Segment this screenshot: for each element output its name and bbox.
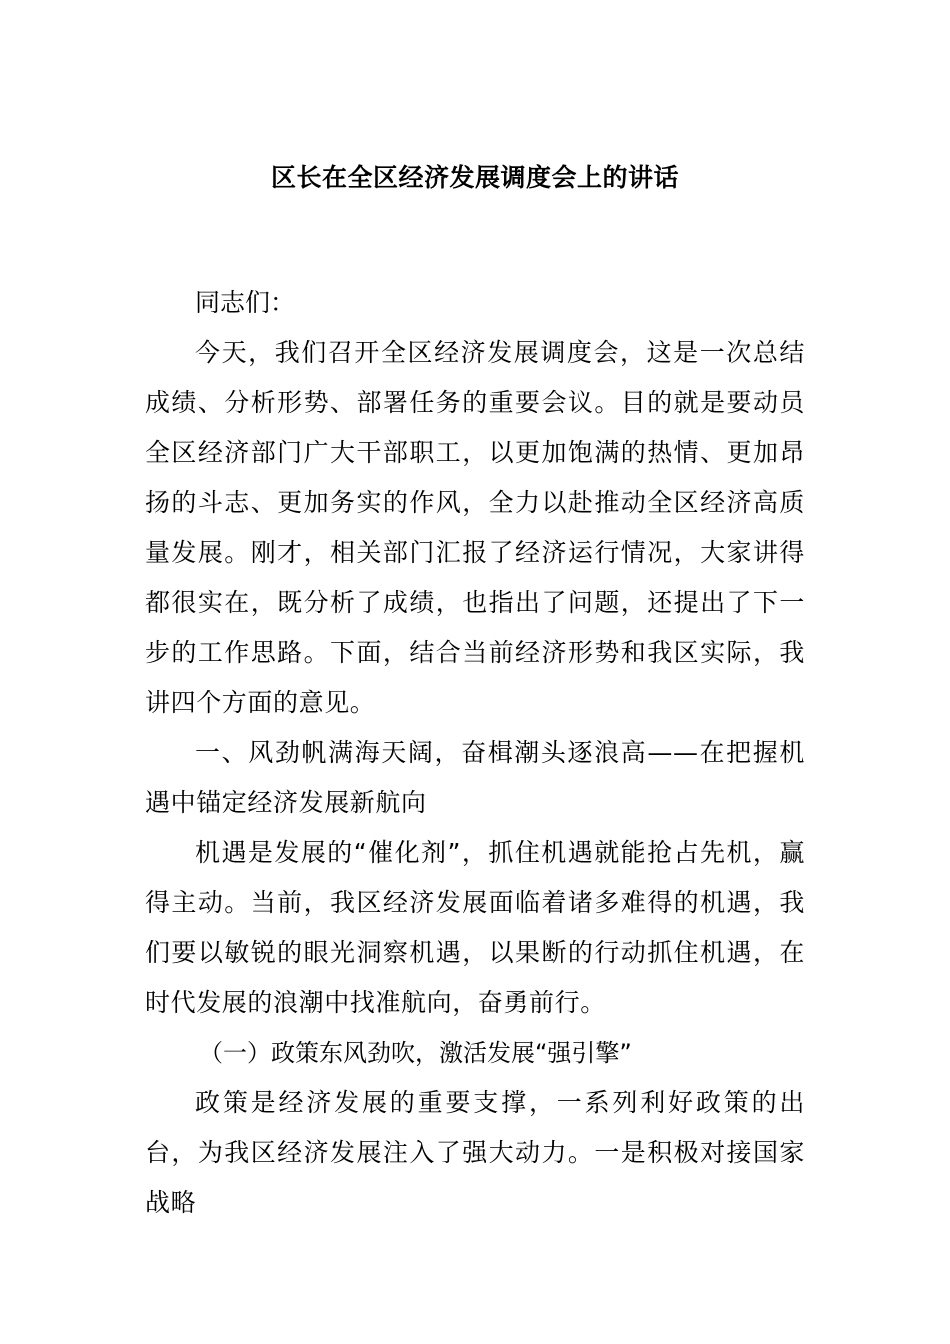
document-body <box>145 278 805 1228</box>
paragraph-opportunity: 机遇是发展的“催化剂”，抓住机遇就能抢占先机，赢得主动。当前，我区经济发展面临着诸多难得的机遇，我们要以敏锐的眼光洞察机遇，以果断的行动抓住机遇，在时代发展的浪潮中找准航向，奋勇前行。 <box>145 838 805 1017</box>
salutation: 同志们： <box>195 288 296 317</box>
paragraph-intro: 今天，我们召开全区经济发展调度会，这是一次总结成绩、分析形势、部署任务的重要会议。目的就是要动员全区经济部门广大干部职工，以更加饱满的热情、更加昂扬的斗志、更加务实的作风，全力以赴推动全区经济高质量发展。刚才，相关部门汇报了经济运行情况，大家讲得都很实在，既分析了成绩，也指出了问题，还提出了下一步的工作思路。下面，结合当前经济形势和我区实际，我讲四个方面的意见。 <box>145 338 805 717</box>
subheading-policy: （一）政策东风劲吹，激活发展“强引擎” <box>199 1039 632 1067</box>
section-heading-one: 一、风劲帆满海天阔，奋楫潮头逐浪高——在把握机遇中锚定经济发展新航向 <box>145 738 805 817</box>
paragraph-policy: 政策是经济发展的重要支撑，一系列利好政策的出台，为我区经济发展注入了强大动力。一是积极对接国家战略 <box>145 1088 805 1217</box>
document-title: 区长在全区经济发展调度会上的讲话 <box>270 163 679 192</box>
